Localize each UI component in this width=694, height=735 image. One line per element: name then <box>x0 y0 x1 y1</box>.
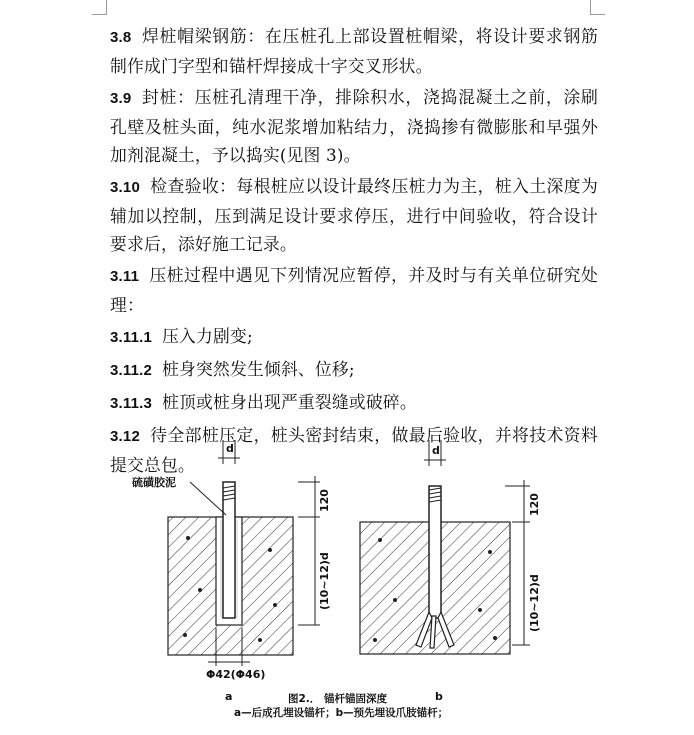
dim-d-right: d <box>432 444 440 457</box>
clause-number: 3.11.2 <box>110 362 153 379</box>
clause-text: 桩顶或桩身出现严重裂缝或破碎。 <box>162 392 417 412</box>
sub-label-b: b <box>435 690 443 703</box>
dim-d-left: d <box>226 442 234 455</box>
figure-caption: a—后成孔埋设锚杆；b—预先埋设爪肢锚杆； <box>234 707 449 719</box>
dim-120-left: 120 <box>318 489 331 512</box>
sulfur-mortar-label: 硫磺胶泥 <box>132 476 176 489</box>
clause-text: 检查验收：每根桩应以设计最终压桩力为主，桩入土深度为辅加以控制，压到满足设计要求停压，进行中间验收，符合设计要求后，添好施工记录。 <box>110 176 598 254</box>
document-body <box>110 22 598 482</box>
diagram-b <box>360 440 530 654</box>
clause-number: 3.11.3 <box>110 395 153 412</box>
paragraph-3-11-2 <box>110 355 598 385</box>
clause-number: 3.8 <box>110 29 132 46</box>
clause-text: 待全部桩压定，桩头密封结束，做最后验收，并将技术资料提交总包。 <box>110 425 598 475</box>
paragraph-3-10 <box>110 172 598 258</box>
sub-label-a: a <box>225 690 233 703</box>
clause-text: 焊桩帽梁钢筋：在压桩孔上部设置桩帽梁，将设计要求钢筋制作成门字型和锚杆焊接成十字交叉形状。 <box>110 26 598 76</box>
clause-number: 3.10 <box>110 179 140 196</box>
anchor-rod-a <box>223 482 235 618</box>
paragraph-3-9 <box>110 83 598 169</box>
dim-depth-left: (10~12)d <box>318 552 331 610</box>
anchor-rod-b <box>429 486 441 618</box>
anchor-rod-figure <box>110 440 570 732</box>
clause-text: 压桩过程中遇见下列情况应暂停，并及时与有关单位研究处理： <box>110 265 598 315</box>
dim-120-right: 120 <box>528 493 541 516</box>
paragraph-3-11-1 <box>110 322 598 352</box>
paragraph-3-8 <box>110 22 598 80</box>
clause-text: 桩身突然发生倾斜、位移; <box>162 359 355 379</box>
anchor-rod-drawing <box>110 440 570 732</box>
paragraph-3-11 <box>110 261 598 319</box>
paragraph-3-11-3 <box>110 388 598 418</box>
clause-text: 压入力剧变; <box>162 326 253 346</box>
clause-text: 封桩：压桩孔清理干净，排除积水，浇捣混凝土之前，涂刷孔壁及桩头面，纯水泥浆增加粘结力，浇捣掺有微膨胀和早强外加剂混凝土，予以捣实(见图 3)。 <box>110 87 598 165</box>
clause-number: 3.12 <box>110 428 140 445</box>
dim-diameter: Φ42(Φ46) <box>206 668 266 681</box>
page-corner-mark-right <box>590 0 605 15</box>
page-corner-mark-left <box>92 0 107 15</box>
figure-title: 图2.． 锚杆锚固深度 <box>288 693 387 705</box>
clause-number: 3.9 <box>110 90 132 107</box>
clause-number: 3.11.1 <box>110 329 153 346</box>
dim-depth-right: (10~12)d <box>528 574 541 632</box>
diagram-a <box>168 440 320 666</box>
clause-number: 3.11 <box>110 268 140 285</box>
